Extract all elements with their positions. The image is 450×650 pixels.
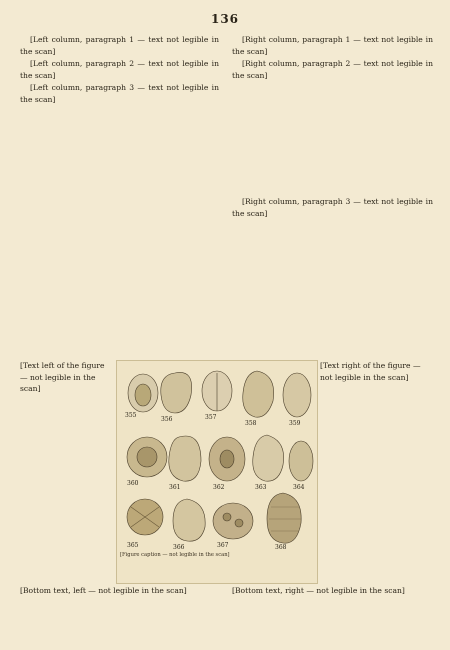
- figure-number-label: 366: [173, 544, 185, 551]
- right-column-lower: [232, 196, 433, 219]
- paragraph: [Left column, paragraph 1 — text not legible in the scan]: [20, 35, 219, 56]
- figure-number-label: 368: [275, 544, 287, 551]
- figure-caption: [Figure caption — not legible in the scan]: [120, 552, 230, 558]
- figure-number-label: 362: [213, 484, 225, 491]
- figure-number-label: 357: [205, 414, 217, 421]
- figure-number-label: 365: [127, 542, 139, 549]
- figure-left-text: [Text left of the figure — not legible in the scan]: [20, 361, 105, 394]
- fruit-drawing: [289, 441, 313, 481]
- fruit-drawing: [283, 373, 311, 417]
- figure-number-label: 355: [125, 412, 137, 419]
- fruit-drawing: [253, 435, 284, 481]
- page-number: 136: [210, 12, 240, 26]
- figure-number-label: 358: [245, 420, 257, 427]
- fruit-drawing: [223, 513, 231, 521]
- fruit-drawing: [173, 499, 205, 541]
- fruit-drawing: [267, 493, 301, 543]
- paragraph: [Right column, paragraph 1 — text not legible in the scan]: [232, 35, 433, 56]
- bottom-right-text: [Bottom text, right — not legible in the scan]: [232, 586, 405, 595]
- figure-right-text: [Text right of the figure — not legible in the scan]: [320, 361, 421, 382]
- fruit-drawing: [169, 436, 201, 481]
- bottom-left-text: [Bottom text, left — not legible in the scan]: [20, 586, 187, 595]
- figure-number-label: 364: [293, 484, 305, 491]
- figure-number-label: 367: [217, 542, 229, 549]
- figure-number-label: 360: [127, 480, 139, 487]
- right-column: [232, 34, 433, 194]
- fruit-drawing: [235, 519, 243, 527]
- fruit-illustrations: [117, 361, 317, 551]
- figure-number-label: 359: [289, 420, 301, 427]
- fruit-drawing: [220, 450, 234, 468]
- fruit-drawing: [137, 447, 157, 467]
- paragraph: [Left column, paragraph 3 — text not legible in the scan]: [20, 83, 219, 104]
- fruit-drawing: [161, 372, 192, 413]
- fruit-figure: [116, 360, 318, 584]
- figure-number-label: 356: [161, 416, 173, 423]
- paragraph: [Right column, paragraph 3 — text not legible in the scan]: [232, 197, 433, 218]
- fruit-drawing: [243, 371, 274, 417]
- fruit-drawing: [135, 384, 151, 406]
- figure-number-label: 363: [255, 484, 267, 491]
- paragraph: [Right column, paragraph 2 — text not legible in the scan]: [232, 59, 433, 80]
- fruit-drawing: [213, 503, 253, 539]
- paragraph: [Left column, paragraph 2 — text not legible in the scan]: [20, 59, 219, 80]
- figure-number-label: 361: [169, 484, 181, 491]
